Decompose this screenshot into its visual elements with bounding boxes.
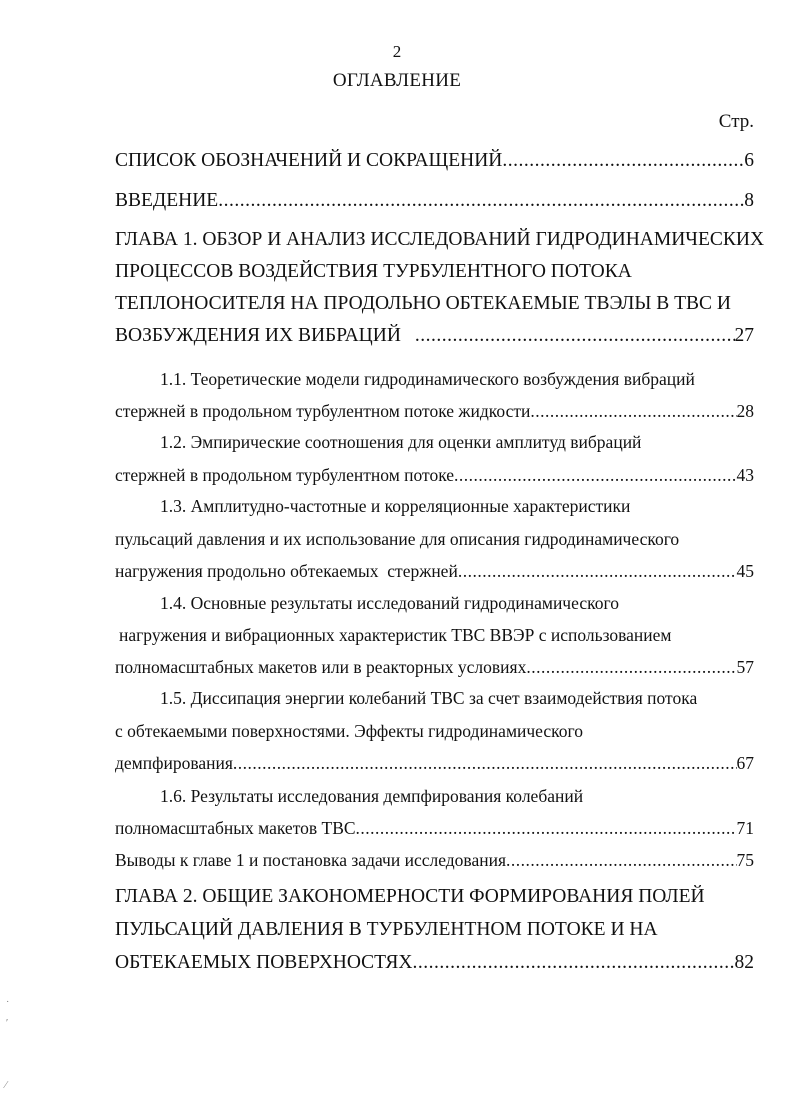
toc-entry-line: 1.6. Результаты исследования демпфирования колебаний (160, 786, 584, 806)
leader-dots (412, 952, 734, 974)
toc-entry-title: СПИСОК ОБОЗНАЧЕНИЙ И СОКРАЩЕНИЙ (115, 150, 503, 171)
toc-heading: ОГЛАВЛЕНИЕ (332, 70, 462, 91)
leader-dots (233, 753, 737, 774)
scan-artifact: ˙ (6, 1000, 10, 1011)
toc-entry-line: 1.1. Теоретические модели гидродинамического возбуждения вибраций (160, 369, 695, 389)
toc-entry-line: ГЛАВА 2. ОБЩИЕ ЗАКОНОМЕРНОСТИ ФОРМИРОВАНИЯ ПОЛЕЙ (115, 886, 705, 907)
toc-entry-line: ПУЛЬСАЦИЙ ДАВЛЕНИЯ В ТУРБУЛЕНТНОМ ПОТОКЕ И НА (115, 919, 658, 940)
toc-entry-line: 1.5. Диссипация энергии колебаний ТВС за счет взаимодействия потока (160, 688, 698, 708)
toc-entry-line: ГЛАВА 1. ОБЗОР И АНАЛИЗ ИССЛЕДОВАНИЙ ГИДРОДИНАМИЧЕСКИХ (115, 229, 765, 250)
leader-dots (526, 657, 736, 678)
leader-dots (356, 818, 737, 839)
toc-entry-last-line (115, 753, 754, 774)
toc-entry-line: ПРОЦЕССОВ ВОЗДЕЙСТВИЯ ТУРБУЛЕНТНОГО ПОТОКА (115, 261, 632, 282)
page-column-label: Стр. (718, 111, 754, 132)
toc-entry-line: демпфирования (115, 753, 233, 773)
toc-entry-line: стержней в продольном турбулентном потоке (115, 465, 455, 485)
toc-entry-last-line (115, 952, 754, 974)
toc-page-number: 27 (734, 325, 754, 346)
toc-entry-last-line (115, 325, 754, 347)
toc-page-number: 75 (736, 850, 754, 870)
leader-dots (218, 190, 744, 212)
toc-entry-line: ТЕПЛОНОСИТЕЛЯ НА ПРОДОЛЬНО ОБТЕКАЕМЫЕ ТВЭЛЫ В ТВС И (115, 293, 731, 314)
leader-dots (530, 401, 736, 422)
leader-dots (454, 465, 736, 486)
toc-entry-line: ОБТЕКАЕМЫХ ПОВЕРХНОСТЯХ (115, 952, 413, 973)
toc-entry-line: пульсаций давления и их использование для описания гидродинамического (115, 529, 680, 549)
toc-entry-last-line (115, 657, 754, 678)
toc-entry-last-line (115, 465, 754, 486)
scan-artifact: ⁄ (5, 1080, 7, 1091)
toc-entry-title: ВВЕДЕНИЕ (115, 190, 219, 211)
toc-page-number: 57 (736, 657, 754, 677)
toc-page-number: 71 (736, 818, 754, 838)
leader-dots (502, 150, 744, 172)
leader-dots (506, 850, 737, 871)
toc-entry-line: стержней в продольном турбулентном потоке жидкости (115, 401, 531, 421)
toc-page-number: 28 (736, 401, 754, 421)
toc-entry-line: полномасштабных макетов или в реакторных условиях (115, 657, 527, 677)
toc-entry-line: нагружения продольно обтекаемых стержней (115, 561, 458, 581)
toc-entry-line: 1.4. Основные результаты исследований гидродинамического (160, 593, 619, 613)
toc-entry-line: 1.2. Эмпирические соотношения для оценки амплитуд вибраций (160, 432, 642, 452)
toc-entry-line: с обтекаемыми поверхностями. Эффекты гидродинамического (115, 721, 584, 741)
toc-entry-introduction[interactable] (115, 190, 754, 212)
page-number: 2 (392, 42, 402, 61)
toc-page-number: 45 (736, 561, 754, 581)
toc-entry-conclusions[interactable] (115, 850, 754, 871)
scan-artifact: ′ (6, 1018, 9, 1029)
toc-page-number: 67 (736, 753, 754, 773)
toc-page-number: 82 (734, 952, 754, 973)
toc-entry-line: полномасштабных макетов ТВС (115, 818, 356, 838)
toc-page-number: 8 (744, 190, 754, 211)
toc-page-number: 6 (744, 150, 754, 171)
toc-entry-line: 1.3. Амплитудно-частотные и корреляционные характеристики (160, 496, 631, 516)
toc-entry-abbreviations[interactable] (115, 150, 754, 172)
toc-entry-line: ВОЗБУЖДЕНИЯ ИХ ВИБРАЦИЙ (115, 325, 401, 346)
leader-dots (458, 561, 737, 582)
toc-entry-title: Выводы к главе 1 и постановка задачи исследования (115, 850, 506, 870)
leader-dots (415, 325, 735, 347)
toc-entry-line: нагружения и вибрационных характеристик ТВС ВВЭР с использованием (119, 625, 672, 645)
toc-entry-last-line (115, 818, 754, 839)
toc-entry-last-line (115, 401, 754, 422)
toc-page-number: 43 (736, 465, 754, 485)
toc-entry-last-line (115, 561, 754, 582)
